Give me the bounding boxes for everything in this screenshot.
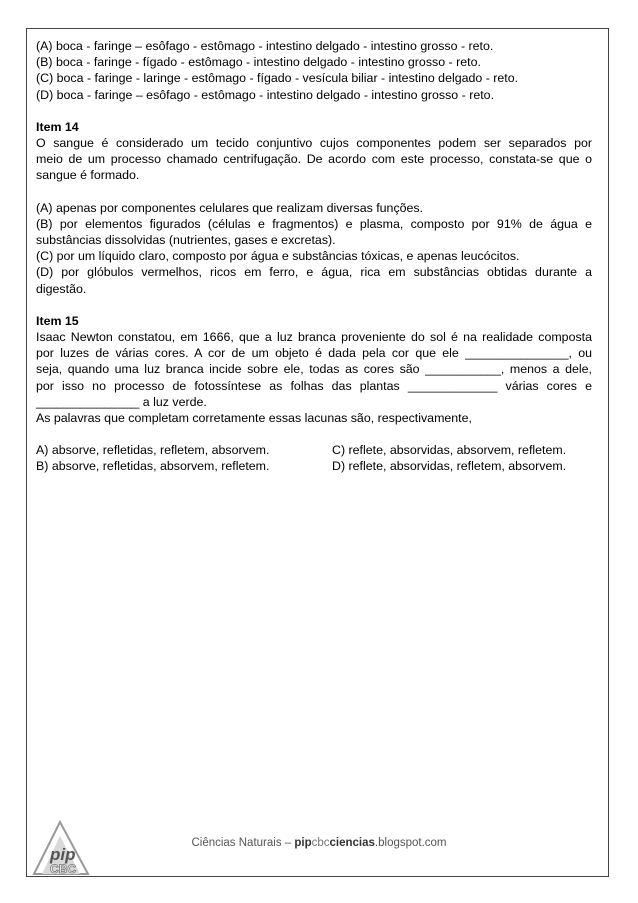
item15-question: As palavras que completam corretamente essas lacunas são, respectivamente, [36,411,472,426]
item14-stem-line: O sangue é considerado um tecido conjuntivo cujos componentes podem ser separados por [36,136,592,151]
item15-options-row [36,458,592,474]
footer-prefix: Ciências Naturais – [191,837,295,849]
item15-stem-line: _______________ a luz verde. [36,394,207,409]
footer-brand-light: cbc [311,837,330,849]
item15-option-d: D) reflete, absorvidas, refletem, absorvem. [332,459,567,474]
footer-brand-bold: pip [294,837,312,849]
item14-title: Item 14 [36,119,79,134]
item13-option-d: (D) boca - faringe – esôfago - estômago - intestino delgado - intestino grosso - reto. [36,87,495,102]
item14-option-a: (A) apenas por componentes celulares que realizam diversas funções. [36,200,424,215]
item14-option-b: (B) por elementos figurados (células e fragmentos) e plasma, composto por 91% de água e [36,216,592,231]
item15-stem-line: Isaac Newton constatou, em 1666, que a luz branca proveniente do sol é na realidade composta [36,330,592,345]
item15-options-row [36,442,592,458]
item15-option-b: B) absorve, refletidas, absorvem, refletem. [36,459,270,474]
item15-option-c: C) reflete, absorvidas, absorvem, refletem. [332,443,567,458]
item14-option-d-cont: digestão. [36,281,87,296]
item14-stem-line: sangue é formado. [36,168,140,183]
logo-text: pip [50,845,76,864]
logo-subtext: CBC [50,862,76,876]
footer-suffix: .blogspot.com [374,837,447,849]
item15-section [36,313,592,475]
item13-options [36,38,592,103]
item13-option-b: (B) boca - faringe - fígado - estômago - intestino delgado - intestino grosso - reto. [36,55,481,70]
item14-option-c: (C) por um líquido claro, composto por água e substâncias tóxicas, e apenas leucócitos. [36,249,520,264]
item13-option-a: (A) boca - faringe – esôfago - estômago - intestino delgado - intestino grosso - reto. [36,39,494,53]
document-content [36,38,592,475]
item15-option-a: A) absorve, refletidas, refletem, absorvem. [36,443,270,458]
item14-option-d: (D) por glóbulos vermelhos, ricos em ferro, e água, rica em substâncias obtidas durante a [36,265,592,280]
item15-stem-line: seja, quando uma luz branca incide sobre ele, todas as cores são ___________, menos a dele, [36,362,592,377]
item14-section [36,119,592,297]
item15-stem-line: por isso no processo de fotossíntese as folhas das plantas _____________ várias cores e [36,378,592,393]
footer-brand-bold: ciencias [329,837,375,849]
item15-stem-line: por luzes de várias cores. A cor de um objeto é dada pela cor que ele _______________, ou [36,346,592,361]
page-footer [0,837,638,849]
item15-title: Item 15 [36,313,79,328]
item13-option-c: (C) boca - faringe - laringe - estômago - fígado - vesícula biliar - intestino delgado - reto. [36,71,519,86]
item14-option-b-cont: substâncias dissolvidas (nutrientes, gases e excretas). [36,233,336,248]
item14-stem-line: meio de um processo chamado centrifugação. De acordo com este processo, constata-se que o [36,152,592,167]
